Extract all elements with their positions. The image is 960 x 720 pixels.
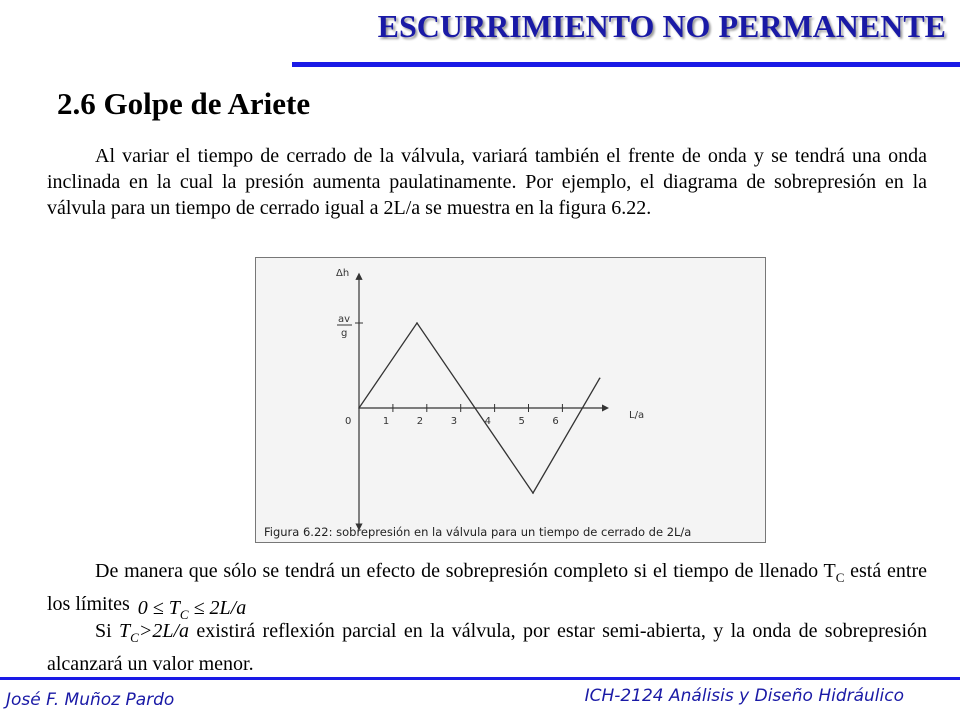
footer-course: ICH-2124 Análisis y Diseño Hidráulico: [584, 686, 904, 706]
paragraph-limits-text: De manera que sólo se tendrá un efecto de sobrepresión completo si el tiempo de llenado T: [95, 560, 836, 582]
paragraph-limits-subscript: C: [835, 570, 845, 585]
paragraph-partial-reflection: [47, 618, 927, 677]
section-title: 2.6 Golpe de Ariete: [57, 86, 311, 121]
paragraph-intro: [47, 143, 927, 221]
overpressure-point-1: [416, 322, 418, 324]
footer-author: José F. Muñoz Pardo: [6, 690, 175, 710]
x-origin-label: 0: [345, 416, 352, 427]
p3-var: $T_C>2L/a$: [119, 620, 190, 645]
header-title: ESCURRIMIENTO NO PERMANENTE: [377, 8, 946, 44]
formula-rhs: ≤ 2L/a: [188, 597, 247, 619]
paragraph-limits-text-after: está entre los límites: [47, 560, 927, 615]
formula-lhs: 0 ≤ T: [137, 597, 180, 619]
paragraph-intro-text: Al variar el tiempo de cerrado de la válvula, variará también el frente de onda y se tendrá una onda inclinada en la cual la presión aumenta paulatinamente. Por ejemplo, el diagrama de sobrepresión en la válvula para un tiempo de cerrado igual a 2L/a se muestra en la figura 6.22.: [47, 145, 927, 219]
x-axis-label: L/a: [629, 410, 645, 421]
formula-sub: C: [179, 607, 189, 622]
figure-6-22: [255, 257, 766, 543]
overpressure-chart: [256, 258, 765, 542]
y-tick-label-den: g: [341, 328, 348, 339]
x-tick-label-3: 3: [450, 416, 458, 427]
x-tick-label-5: 5: [518, 416, 525, 427]
y-axis-label: Δh: [336, 268, 350, 279]
overpressure-point-2: [474, 407, 476, 409]
x-tick-label-4: 4: [484, 416, 491, 427]
p3-prefix: Si: [95, 620, 120, 642]
figure-caption: Figura 6.22: sobrepresión en la válvula para un tiempo de cerrado de 2L/a: [264, 525, 692, 539]
x-tick-label-6: 6: [552, 416, 559, 427]
overpressure-point-4: [599, 377, 601, 379]
y-tick-label-num: av: [338, 314, 351, 325]
overpressure-point-0: [358, 407, 360, 409]
x-tick-label-1: 1: [382, 416, 390, 427]
header-rule: [292, 62, 960, 67]
x-tick-label-2: 2: [416, 416, 424, 427]
p3-text: existirá reflexión parcial en la válvula, por estar semi-abierta, y la onda de sobrepresión alcanzará un valor menor.: [47, 620, 927, 675]
overpressure-point-3: [532, 492, 534, 494]
footer-rule: [0, 677, 960, 680]
